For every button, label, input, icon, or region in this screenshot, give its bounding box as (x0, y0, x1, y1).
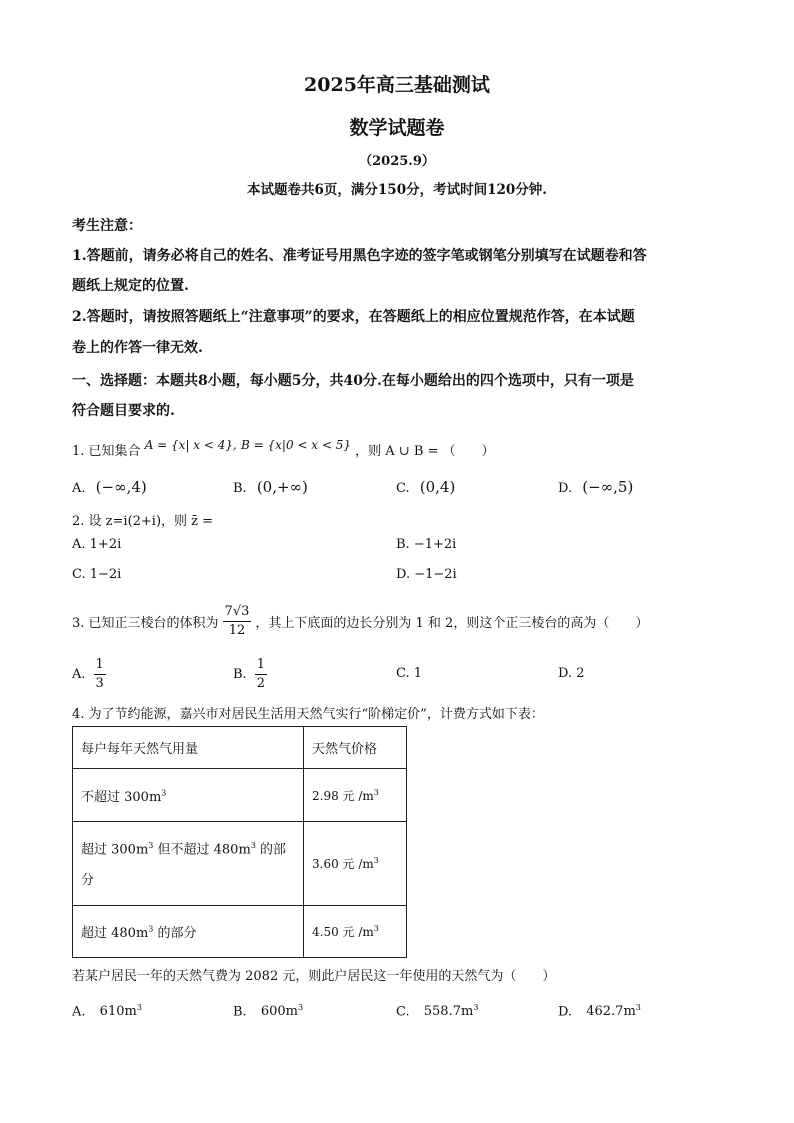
table-cell (304, 906, 407, 958)
q4-option-b-sup: 3 (297, 1003, 304, 1012)
table-header-usage: 每户每年天然气用量 (73, 727, 304, 769)
table-cell (73, 906, 304, 958)
q1-option-d (558, 478, 633, 496)
q1-option-b-value: (0,+∞) (256, 478, 308, 496)
cell-text: 不超过 300m (81, 789, 162, 805)
q3-option-a-den: 3 (95, 676, 104, 691)
section1-line1: 一、选择题：本题共8小题，每小题5分，共40分.在每小题给出的四个选项中，只有一项是 (72, 373, 634, 389)
q3-option-a-fraction (94, 656, 106, 693)
q3-stem (72, 603, 648, 640)
cell-sup: 3 (373, 787, 379, 797)
table-cell (304, 769, 407, 822)
q4-option-c-label: C. (396, 1004, 410, 1020)
q4-option-c-sup: 3 (473, 1003, 479, 1012)
q1-option-c-label: C. (396, 481, 410, 496)
q4-stem: 4. 为了节约能源，嘉兴市对居民生活用天然气实行“阶梯定价”，计费方式如下表： (72, 707, 544, 722)
q3-option-c: C. 1 (396, 666, 423, 681)
q4-option-d-value: 462.7m (586, 1004, 636, 1020)
q4-option-a-value: 610m (99, 1004, 137, 1020)
q4-question: 若某户居民一年的天然气费为 2082 元，则此户居民这一年使用的天然气为（ ） (72, 969, 556, 984)
q1-option-a-value: (−∞,4) (95, 478, 147, 496)
cell-text: 超过 300m (81, 842, 149, 858)
q1-set-a: A = {x| x < 4} (144, 438, 234, 452)
q3-option-b-den: 2 (256, 676, 265, 691)
q2-option-a: A. 1+2i (72, 537, 122, 552)
notice-item1-line2: 题纸上规定的位置. (72, 278, 189, 294)
cell-text: 的部 (255, 842, 287, 858)
table-row (73, 906, 407, 958)
q1-stem (72, 440, 495, 459)
q3-option-a-label: A. (72, 667, 86, 682)
q1-option-c-value: (0,4) (419, 478, 456, 496)
q2-option-d: D. −1−2i (396, 567, 457, 582)
exam-info: 本试题卷共6页，满分150分，考试时间120分钟. (247, 182, 547, 198)
q3-option-a (72, 656, 106, 693)
q3-option-d: D. 2 (558, 666, 585, 681)
table-row (73, 769, 407, 822)
q3-option-a-num: 1 (94, 656, 106, 675)
cell-sup: 3 (373, 856, 379, 865)
q3-suffix: ，其上下底面的边长分别为 1 和 2，则这个正三棱台的高为（ ） (255, 616, 649, 631)
q2-stem: 2. 设 z=i(2+i)，则 z̄ = (72, 514, 214, 529)
q3-prefix: 3. 已知正三棱台的体积为 (72, 616, 219, 631)
q4-option-b-label: B. (233, 1004, 247, 1020)
notice-item1-line1: 1.答题前，请务必将自己的姓名、准考证号用黑色字迹的签字笔或钢笔分别填写在试题卷和答 (72, 248, 647, 264)
cell-text: 4.50 元 /m (312, 925, 374, 939)
exam-date: （2025.9） (359, 154, 435, 169)
section1-line2: 符合题目要求的. (72, 403, 175, 419)
q1-suffix: ，则 A ∪ B = （ ） (355, 444, 495, 459)
cell-text: 2.98 元 /m (312, 788, 374, 803)
q4-option-b (233, 1003, 303, 1019)
cell-sup: 3 (148, 841, 154, 851)
q1-option-d-value: (−∞,5) (582, 478, 634, 496)
cell-sup: 3 (250, 841, 256, 851)
cell-text: 分 (81, 872, 95, 888)
q1-option-a-label: A. (72, 481, 86, 496)
q3-option-b (233, 656, 267, 693)
q1-set-b: B = {x|0 < x < 5} (241, 438, 351, 452)
q3-option-b-num: 1 (255, 656, 267, 675)
table-cell (73, 822, 304, 906)
q1-comma: , (233, 438, 237, 452)
q4-option-a (72, 1003, 142, 1019)
notice-item2-line1: 2.答题时，请按照答题纸上“注意事项”的要求，在答题纸上的相应位置规范作答，在本试题 (72, 309, 635, 325)
q3-option-b-label: B. (233, 667, 247, 682)
cell-text: 超过 480m (81, 926, 149, 941)
q4-option-d-sup: 3 (635, 1003, 641, 1012)
notice-heading: 考生注意： (72, 218, 142, 234)
exam-subtitle: 数学试题卷 (349, 117, 445, 139)
q4-option-d-label: D. (558, 1004, 573, 1020)
cell-sup: 3 (148, 924, 154, 934)
q4-option-c-value: 558.7m (423, 1004, 474, 1020)
q3-option-b-fraction (255, 656, 267, 693)
table-header-price: 天然气价格 (304, 727, 407, 769)
cell-text: 但不超过 480m (153, 842, 251, 858)
cell-text: 3.60 元 /m (312, 857, 374, 871)
table-row (73, 822, 407, 906)
q3-volume-fraction (223, 603, 252, 640)
notice-item2-line2: 卷上的作答一律无效. (72, 340, 203, 356)
q4-option-a-sup: 3 (136, 1003, 142, 1012)
cell-sup: 3 (161, 788, 167, 798)
q4-option-d (558, 1003, 641, 1019)
cell-text: 的部分 (153, 926, 197, 941)
table-cell (73, 769, 304, 822)
q3-frac-num: 7√3 (223, 603, 252, 622)
cell-sup: 3 (373, 924, 379, 933)
exam-title: 2025年高三基础测试 (304, 74, 490, 96)
q4-option-c (396, 1003, 478, 1019)
q2-option-c: C. 1−2i (72, 567, 122, 582)
q2-option-b: B. −1+2i (396, 537, 457, 552)
table-cell (304, 822, 407, 906)
q4-option-b-value: 600m (260, 1004, 298, 1020)
q1-prefix: 1. 已知集合 (72, 444, 141, 459)
q1-option-a (72, 478, 147, 496)
q1-option-c (396, 478, 455, 496)
table-row (73, 727, 407, 769)
q1-option-b-label: B. (233, 481, 247, 496)
price-table (72, 726, 407, 958)
q1-option-d-label: D. (558, 481, 573, 496)
q3-frac-den: 12 (228, 623, 246, 638)
q4-option-a-label: A. (72, 1004, 86, 1020)
q1-option-b (233, 478, 308, 496)
